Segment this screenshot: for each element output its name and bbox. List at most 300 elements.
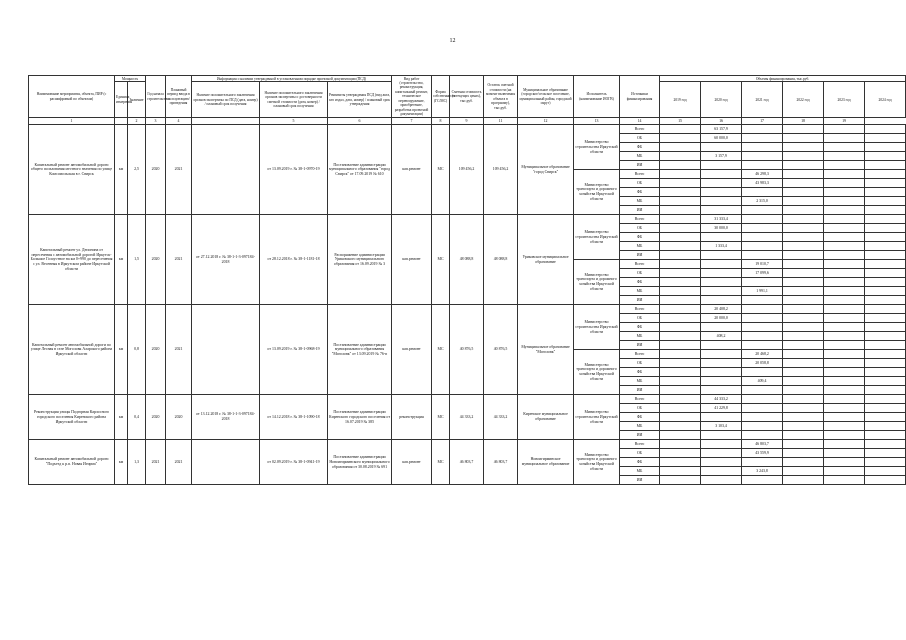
funding-cell bbox=[824, 305, 865, 314]
funding-cell bbox=[660, 224, 701, 233]
object-value: 0,4 bbox=[128, 395, 146, 440]
funding-cell bbox=[783, 440, 824, 449]
funding-cell bbox=[824, 377, 865, 386]
hdr-conclusion: Наличие положительного заключения органов экспертизы по ПСД (дата, номер) / плановый срок получения bbox=[192, 82, 260, 118]
funding-cell bbox=[742, 368, 783, 377]
funding-cell: 3 103,4 bbox=[701, 422, 742, 431]
object-name: Реконструкция улицы Подгорная Карлосного городского поселения Киренского района Иркутской области bbox=[29, 395, 115, 440]
funding-cell bbox=[865, 350, 906, 359]
object-unit: км bbox=[115, 215, 128, 305]
source-label: ФБ bbox=[620, 368, 660, 377]
funding-cell bbox=[701, 359, 742, 368]
funding-cell bbox=[783, 206, 824, 215]
hdr-municipality: Муниципальное образование (городское/сельское поселение, муниципальный район, городской округ) bbox=[518, 76, 574, 118]
funding-cell bbox=[742, 476, 783, 485]
funding-cell bbox=[701, 350, 742, 359]
hdr-executor: Исполнитель (наименование ИОГВ) bbox=[574, 76, 620, 118]
funding-cell bbox=[660, 422, 701, 431]
funding-cell bbox=[824, 341, 865, 350]
funding-cell bbox=[701, 323, 742, 332]
funding-cell bbox=[783, 332, 824, 341]
funding-cell bbox=[824, 440, 865, 449]
funding-cell: 44 333,2 bbox=[701, 395, 742, 404]
funding-cell bbox=[742, 143, 783, 152]
funding-cell bbox=[742, 431, 783, 440]
page-number: 12 bbox=[449, 38, 456, 44]
funding-cell bbox=[660, 197, 701, 206]
source-label: ФБ bbox=[620, 323, 660, 332]
funding-cell bbox=[783, 179, 824, 188]
executor-name: Министерство транспорта и дорожного хозяйства Иркутской области bbox=[574, 170, 620, 215]
funding-cell bbox=[660, 440, 701, 449]
source-label: ОБ bbox=[620, 359, 660, 368]
funding-cell bbox=[865, 377, 906, 386]
funding-cell bbox=[865, 314, 906, 323]
hdr-year-2019: 2019 год bbox=[660, 82, 701, 118]
funding-cell bbox=[660, 170, 701, 179]
funding-cell bbox=[701, 458, 742, 467]
funding-cell bbox=[742, 314, 783, 323]
funding-cell bbox=[865, 125, 906, 134]
funding-cell bbox=[865, 242, 906, 251]
funding-cell bbox=[865, 296, 906, 305]
funding-cell bbox=[742, 161, 783, 170]
object-unit: км bbox=[115, 305, 128, 395]
funding-cell bbox=[824, 413, 865, 422]
source-label: ФБ bbox=[620, 143, 660, 152]
funding-cell bbox=[824, 350, 865, 359]
funding-cell bbox=[824, 278, 865, 287]
funding-cell bbox=[660, 467, 701, 476]
funding-cell bbox=[865, 332, 906, 341]
funding-cell bbox=[701, 233, 742, 242]
funding-cell bbox=[865, 359, 906, 368]
hdr-planned: Плановый период ввода в эксплуатацию/проведения bbox=[166, 76, 192, 118]
funding-cell bbox=[701, 278, 742, 287]
funding-cell bbox=[660, 215, 701, 224]
funding-cell bbox=[824, 476, 865, 485]
executor-name: Министерство транспорта и дорожного хозяйства Иркутской области bbox=[574, 260, 620, 305]
object-work-type: кап.ремонт bbox=[392, 305, 432, 395]
table-row bbox=[29, 305, 906, 314]
funding-cell: 30 000,0 bbox=[701, 224, 742, 233]
object-remaining: 46 803,7 bbox=[484, 440, 518, 485]
object-approval: Постановление администрации Киренского городского поселения от 16.07.2019 № 385 bbox=[328, 395, 392, 440]
object-remaining: 48 088,8 bbox=[484, 215, 518, 305]
funding-cell bbox=[660, 269, 701, 278]
source-label: Всего bbox=[620, 260, 660, 269]
funding-cell bbox=[660, 449, 701, 458]
source-label: ИИ bbox=[620, 341, 660, 350]
funding-cell bbox=[701, 179, 742, 188]
funding-cell bbox=[783, 377, 824, 386]
funding-cell bbox=[865, 287, 906, 296]
funding-cell bbox=[701, 287, 742, 296]
funding-cell bbox=[824, 386, 865, 395]
object-year-start: 2020 bbox=[146, 395, 166, 440]
object-cost: 44 333,2 bbox=[450, 395, 484, 440]
funding-cell bbox=[783, 215, 824, 224]
funding-cell bbox=[742, 323, 783, 332]
funding-cell bbox=[701, 386, 742, 395]
col-num bbox=[115, 118, 128, 125]
funding-cell bbox=[742, 125, 783, 134]
funding-cell bbox=[824, 179, 865, 188]
funding-cell: 2 315,0 bbox=[742, 197, 783, 206]
object-work-type: кап.ремонт bbox=[392, 440, 432, 485]
col-num: 3 bbox=[146, 118, 166, 125]
funding-cell bbox=[701, 431, 742, 440]
funding-cell bbox=[783, 422, 824, 431]
funding-cell bbox=[660, 431, 701, 440]
funding-cell bbox=[865, 197, 906, 206]
funding-cell bbox=[865, 278, 906, 287]
funding-cell: 43 983,3 bbox=[742, 179, 783, 188]
object-value: 1,5 bbox=[128, 215, 146, 305]
col-num: 12 bbox=[518, 118, 574, 125]
object-conclusion bbox=[192, 305, 260, 395]
funding-cell bbox=[660, 323, 701, 332]
funding-cell: 20 468,2 bbox=[742, 350, 783, 359]
funding-cell: 20 408,2 bbox=[701, 305, 742, 314]
source-label: Всего bbox=[620, 125, 660, 134]
funding-cell bbox=[660, 125, 701, 134]
hdr-year-2023: 2023 год bbox=[824, 82, 865, 118]
funding-cell bbox=[742, 242, 783, 251]
source-label: ОБ bbox=[620, 404, 660, 413]
funding-cell bbox=[701, 170, 742, 179]
funding-cell bbox=[701, 476, 742, 485]
funding-cell bbox=[660, 161, 701, 170]
funding-cell bbox=[865, 206, 906, 215]
funding-cell bbox=[865, 440, 906, 449]
funding-cell bbox=[742, 386, 783, 395]
table-row bbox=[29, 395, 906, 404]
funding-cell bbox=[660, 143, 701, 152]
funding-cell bbox=[783, 134, 824, 143]
funding-cell bbox=[660, 413, 701, 422]
funding-cell bbox=[824, 323, 865, 332]
source-label: МБ bbox=[620, 242, 660, 251]
funding-cell bbox=[660, 152, 701, 161]
object-approval: Постановление администрации муниципального образования "город Свирск" от 17.09.2019 № 610 bbox=[328, 125, 392, 215]
funding-cell bbox=[865, 152, 906, 161]
col-num: 8 bbox=[432, 118, 450, 125]
funding-cell bbox=[742, 152, 783, 161]
funding-cell bbox=[824, 224, 865, 233]
funding-cell: 1 333,4 bbox=[701, 242, 742, 251]
funding-cell bbox=[824, 251, 865, 260]
hdr-remaining-cost: Остаток сметной стоимости (на момент включения объекта в программу), тыс.руб. bbox=[484, 76, 518, 118]
funding-cell bbox=[865, 215, 906, 224]
hdr-year-2022: 2022 год bbox=[783, 82, 824, 118]
object-remaining: 40 876,5 bbox=[484, 305, 518, 395]
funding-cell bbox=[783, 404, 824, 413]
funding-cell bbox=[660, 251, 701, 260]
source-label: Всего bbox=[620, 305, 660, 314]
funding-cell bbox=[701, 377, 742, 386]
funding-cell bbox=[783, 350, 824, 359]
funding-table bbox=[28, 75, 906, 485]
funding-cell bbox=[865, 422, 906, 431]
source-label: ИИ bbox=[620, 161, 660, 170]
funding-cell bbox=[824, 197, 865, 206]
funding-cell bbox=[742, 395, 783, 404]
funding-cell bbox=[865, 323, 906, 332]
funding-cell bbox=[783, 449, 824, 458]
funding-cell bbox=[660, 188, 701, 197]
funding-cell bbox=[701, 467, 742, 476]
funding-cell bbox=[701, 368, 742, 377]
funding-cell bbox=[660, 287, 701, 296]
funding-cell bbox=[865, 224, 906, 233]
funding-cell bbox=[660, 305, 701, 314]
object-remaining: 109 456,2 bbox=[484, 125, 518, 215]
hdr-unit: Единица измерения bbox=[115, 82, 128, 118]
funding-cell bbox=[783, 368, 824, 377]
object-cost: 48 088,8 bbox=[450, 215, 484, 305]
funding-cell bbox=[783, 143, 824, 152]
funding-cell bbox=[660, 377, 701, 386]
source-label: ФБ bbox=[620, 188, 660, 197]
funding-cell bbox=[783, 314, 824, 323]
funding-cell: 46 298,3 bbox=[742, 170, 783, 179]
object-municipality: Муниципальное образование "город Свирск" bbox=[518, 125, 574, 215]
funding-cell: 1 991,1 bbox=[742, 287, 783, 296]
funding-cell bbox=[824, 332, 865, 341]
object-reliability: от 02.09.2019 г. № 38-1-0941-19 bbox=[260, 440, 328, 485]
funding-cell: 409,4 bbox=[742, 377, 783, 386]
hdr-reliability: Наличие положительного заключения органов экспертизы о достоверности сметной стоимости (дата, номер) / плановый срок получения bbox=[260, 82, 328, 118]
col-num: 11 bbox=[484, 118, 518, 125]
col-num bbox=[192, 118, 260, 125]
funding-cell bbox=[865, 179, 906, 188]
funding-cell bbox=[742, 404, 783, 413]
funding-cell bbox=[783, 278, 824, 287]
source-label: МБ bbox=[620, 467, 660, 476]
source-label: ОБ bbox=[620, 314, 660, 323]
table-row bbox=[29, 215, 906, 224]
hdr-approval: Реквизиты утверждения ПСД (вид акта, кто издал, дата, номер) / плановый срок утверждения bbox=[328, 82, 392, 118]
funding-cell bbox=[742, 233, 783, 242]
funding-cell bbox=[824, 233, 865, 242]
funding-cell bbox=[742, 458, 783, 467]
object-reliability: от 13.09.2019 г. № 38-1-0970-19 bbox=[260, 125, 328, 215]
object-unit: км bbox=[115, 440, 128, 485]
hdr-estimated-cost: Сметная стоимость (в текущих ценах), тыс.руб. bbox=[450, 76, 484, 118]
funding-cell bbox=[824, 458, 865, 467]
object-planned: 2021 bbox=[166, 215, 192, 305]
funding-cell bbox=[701, 188, 742, 197]
funding-cell bbox=[783, 170, 824, 179]
hdr-value: Значение bbox=[128, 82, 146, 118]
object-planned: 2020 bbox=[166, 395, 192, 440]
object-name: Капитальный ремонт автомобильной дороги общего пользования местного значения по улице Комсомольская в г. Свирск bbox=[29, 125, 115, 215]
funding-cell bbox=[660, 179, 701, 188]
object-municipality: Киренское муниципальное образование bbox=[518, 395, 574, 440]
hdr-power: Мощность bbox=[115, 76, 146, 82]
funding-cell bbox=[865, 134, 906, 143]
object-municipality: Новоигирминское муниципальное образование bbox=[518, 440, 574, 485]
funding-cell: 63 157,9 bbox=[701, 125, 742, 134]
executor-name: Министерство транспорта и дорожного хозяйства Иркутской области bbox=[574, 350, 620, 395]
table-row bbox=[29, 125, 906, 134]
funding-cell bbox=[824, 125, 865, 134]
funding-cell bbox=[783, 458, 824, 467]
funding-cell bbox=[660, 314, 701, 323]
funding-cell bbox=[824, 296, 865, 305]
funding-cell bbox=[824, 449, 865, 458]
object-year-start: 2020 bbox=[146, 125, 166, 215]
object-value: 0,8 bbox=[128, 305, 146, 395]
funding-cell bbox=[865, 404, 906, 413]
col-num: 1 bbox=[29, 118, 115, 125]
object-planned: 2021 bbox=[166, 125, 192, 215]
funding-cell bbox=[783, 296, 824, 305]
executor-name: Министерство строительства Иркутской области bbox=[574, 215, 620, 260]
funding-cell bbox=[865, 233, 906, 242]
funding-cell bbox=[824, 188, 865, 197]
source-label: ОБ bbox=[620, 179, 660, 188]
funding-cell bbox=[865, 413, 906, 422]
funding-cell: 3 157,9 bbox=[701, 152, 742, 161]
executor-name: Министерство строительства Иркутской области bbox=[574, 305, 620, 350]
col-num: 5 bbox=[260, 118, 328, 125]
funding-cell bbox=[824, 152, 865, 161]
funding-cell bbox=[701, 449, 742, 458]
source-label: ФБ bbox=[620, 458, 660, 467]
funding-cell bbox=[865, 260, 906, 269]
funding-cell bbox=[783, 242, 824, 251]
funding-cell bbox=[660, 206, 701, 215]
funding-cell bbox=[742, 296, 783, 305]
funding-cell bbox=[742, 224, 783, 233]
hdr-year-2021: 2021 год bbox=[742, 82, 783, 118]
funding-cell bbox=[742, 305, 783, 314]
object-conclusion: от 13.12.2018 г. № 38-1-1-3-097184-2018 bbox=[192, 395, 260, 440]
funding-cell bbox=[660, 260, 701, 269]
source-label: Всего bbox=[620, 350, 660, 359]
funding-cell bbox=[660, 395, 701, 404]
object-unit: км bbox=[115, 125, 128, 215]
source-label: Всего bbox=[620, 215, 660, 224]
col-num: 16 bbox=[701, 118, 742, 125]
source-label: МБ bbox=[620, 332, 660, 341]
object-year-start: 2020 bbox=[146, 305, 166, 395]
table-row bbox=[29, 440, 906, 449]
object-reliability: от 14.12.2018 г. № 38-1-1090-18 bbox=[260, 395, 328, 440]
funding-cell bbox=[742, 332, 783, 341]
funding-cell bbox=[701, 197, 742, 206]
funding-cell bbox=[783, 260, 824, 269]
funding-cell bbox=[701, 440, 742, 449]
funding-cell bbox=[824, 395, 865, 404]
funding-cell bbox=[783, 224, 824, 233]
funding-cell bbox=[701, 269, 742, 278]
funding-cell: 60 000,0 bbox=[701, 134, 742, 143]
source-label: ИИ bbox=[620, 476, 660, 485]
funding-cell: 20 058,8 bbox=[742, 359, 783, 368]
funding-cell bbox=[824, 287, 865, 296]
funding-cell bbox=[660, 134, 701, 143]
funding-cell bbox=[865, 305, 906, 314]
column-numbers-row bbox=[29, 118, 906, 125]
funding-cell bbox=[660, 233, 701, 242]
source-label: ФБ bbox=[620, 278, 660, 287]
funding-cell bbox=[865, 395, 906, 404]
funding-cell bbox=[824, 431, 865, 440]
object-value: 2,5 bbox=[128, 125, 146, 215]
funding-cell bbox=[660, 278, 701, 287]
funding-cell bbox=[742, 341, 783, 350]
col-num: 14 bbox=[620, 118, 660, 125]
funding-cell bbox=[783, 386, 824, 395]
source-label: ОБ bbox=[620, 269, 660, 278]
funding-cell bbox=[824, 314, 865, 323]
funding-cell bbox=[783, 467, 824, 476]
funding-cell bbox=[865, 188, 906, 197]
object-work-type: кап.ремонт bbox=[392, 125, 432, 215]
funding-cell bbox=[660, 359, 701, 368]
funding-cell bbox=[783, 251, 824, 260]
source-label: ФБ bbox=[620, 413, 660, 422]
funding-cell bbox=[783, 323, 824, 332]
source-label: МБ bbox=[620, 422, 660, 431]
funding-cell bbox=[742, 215, 783, 224]
object-approval: Распоряжение администрации Уриковского муниципального образования от 16.09.2019 № 3 bbox=[328, 215, 392, 305]
funding-cell: 17 099,6 bbox=[742, 269, 783, 278]
funding-cell: 31 333,4 bbox=[701, 215, 742, 224]
col-num: 15 bbox=[660, 118, 701, 125]
col-num: 4 bbox=[166, 118, 192, 125]
funding-cell bbox=[701, 143, 742, 152]
col-num: 6 bbox=[328, 118, 392, 125]
funding-cell bbox=[783, 125, 824, 134]
funding-cell bbox=[701, 296, 742, 305]
funding-cell bbox=[660, 296, 701, 305]
funding-cell bbox=[824, 161, 865, 170]
funding-cell bbox=[742, 188, 783, 197]
funding-cell bbox=[701, 341, 742, 350]
hdr-year-start: Год начала строительства bbox=[146, 76, 166, 118]
source-label: ИИ bbox=[620, 296, 660, 305]
funding-cell bbox=[701, 161, 742, 170]
funding-cell bbox=[824, 467, 865, 476]
source-label: ОБ bbox=[620, 449, 660, 458]
funding-cell bbox=[701, 251, 742, 260]
object-cost: 40 876,5 bbox=[450, 305, 484, 395]
hdr-work-type: Вид работ (строительство, реконструкция, капитальный ремонт, техническое перевооружение, приобретение, разработка проектной документации) bbox=[392, 76, 432, 118]
object-name: Капитальный ремонт автомобильной дороги "Подъезд к р.п. Новая Игирма" bbox=[29, 440, 115, 485]
funding-cell bbox=[865, 143, 906, 152]
source-label: МБ bbox=[620, 377, 660, 386]
object-work-type: реконструкция bbox=[392, 395, 432, 440]
object-ownership: МС bbox=[432, 215, 450, 305]
funding-cell bbox=[865, 368, 906, 377]
source-label: МБ bbox=[620, 197, 660, 206]
source-label: ИИ bbox=[620, 386, 660, 395]
object-cost: 109 456,2 bbox=[450, 125, 484, 215]
object-ownership: МС bbox=[432, 125, 450, 215]
funding-cell bbox=[783, 305, 824, 314]
funding-cell bbox=[783, 197, 824, 206]
funding-cell bbox=[824, 134, 865, 143]
funding-cell bbox=[783, 269, 824, 278]
funding-cell bbox=[824, 422, 865, 431]
object-approval: Постановление администрации муниципального образования "Моголовк" от 13.09.2019 № 76-п bbox=[328, 305, 392, 395]
object-work-type: кап.ремонт bbox=[392, 215, 432, 305]
object-cost: 46 803,7 bbox=[450, 440, 484, 485]
